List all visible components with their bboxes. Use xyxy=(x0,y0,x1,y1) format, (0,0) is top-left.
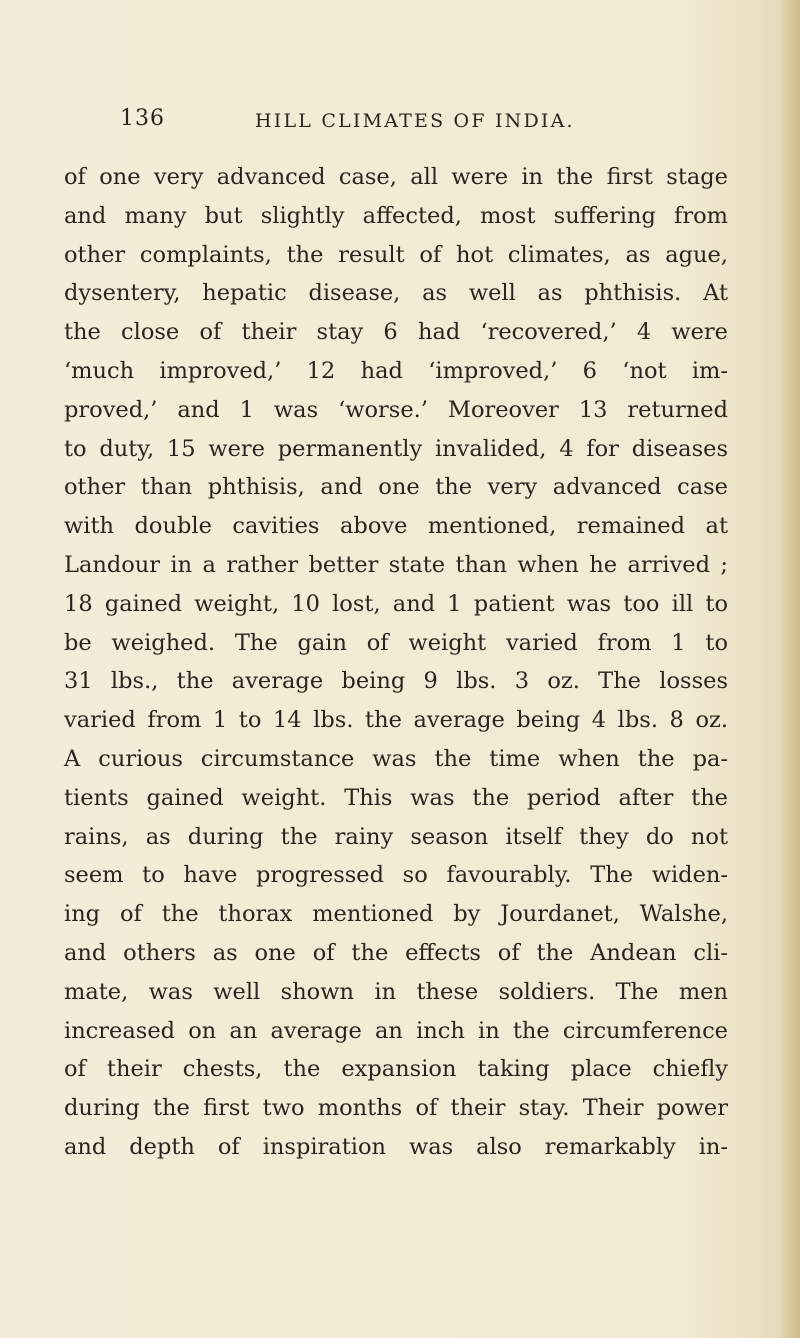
text-line: of one very advanced case, all were in the first stage xyxy=(64,164,728,190)
text-line: during the first two months of their stay. Their power xyxy=(64,1095,728,1122)
text-line: to duty, 15 were permanently invalided, 4 for diseases xyxy=(64,435,728,462)
text-line: dysentery, hepatic disease, as well as phthisis. At xyxy=(64,280,728,307)
page-edge-shadow xyxy=(778,0,800,1338)
text-line: ‘much improved,’ 12 had ‘improved,’ 6 ‘not im- xyxy=(64,357,728,384)
text-line: the close of their stay 6 had ‘recovered,’ 4 were xyxy=(64,319,728,346)
text-line: other complaints, the result of hot climates, as ague, xyxy=(64,241,728,268)
text-line: seem to have progressed so favourably. The widen- xyxy=(64,862,728,889)
text-line: with double cavities above mentioned, remained at xyxy=(64,513,728,540)
page-number: 136 xyxy=(120,106,165,131)
text-line: Landour in a rather better state than when he arrived ; xyxy=(64,551,728,578)
text-line: and depth of inspiration was also remarkably in- xyxy=(64,1133,728,1160)
text-line: 31 lbs., the average being 9 lbs. 3 oz. The losses xyxy=(64,668,728,695)
text-line: proved,’ and 1 was ‘worse.’ Moreover 13 returned xyxy=(64,396,728,423)
text-line: rains, as during the rainy season itself they do not xyxy=(64,823,728,850)
text-line: mate, was well shown in these soldiers. The men xyxy=(64,978,728,1005)
text-line: other than phthisis, and one the very advanced case xyxy=(64,474,728,501)
text-line: be weighed. The gain of weight varied from 1 to xyxy=(64,629,728,656)
text-line: ing of the thorax mentioned by Jourdanet, Walshe, xyxy=(64,901,728,928)
text-line: 18 gained weight, 10 lost, and 1 patient was too ill to xyxy=(64,590,728,617)
body-text xyxy=(64,158,728,1167)
text-line: varied from 1 to 14 lbs. the average being 4 lbs. 8 oz. xyxy=(64,707,728,734)
text-line: tients gained weight. This was the period after the xyxy=(64,784,728,811)
text-line: A curious circumstance was the time when the pa- xyxy=(64,745,728,772)
page-header xyxy=(120,106,760,142)
text-line: of their chests, the expansion taking place chiefly xyxy=(64,1056,728,1083)
running-head: HILL CLIMATES OF INDIA. xyxy=(255,110,575,132)
text-line: and others as one of the effects of the Andean cli- xyxy=(64,939,728,966)
text-line: and many but slightly affected, most suffering from xyxy=(64,202,728,229)
text-line: increased on an average an inch in the circumference xyxy=(64,1017,728,1044)
